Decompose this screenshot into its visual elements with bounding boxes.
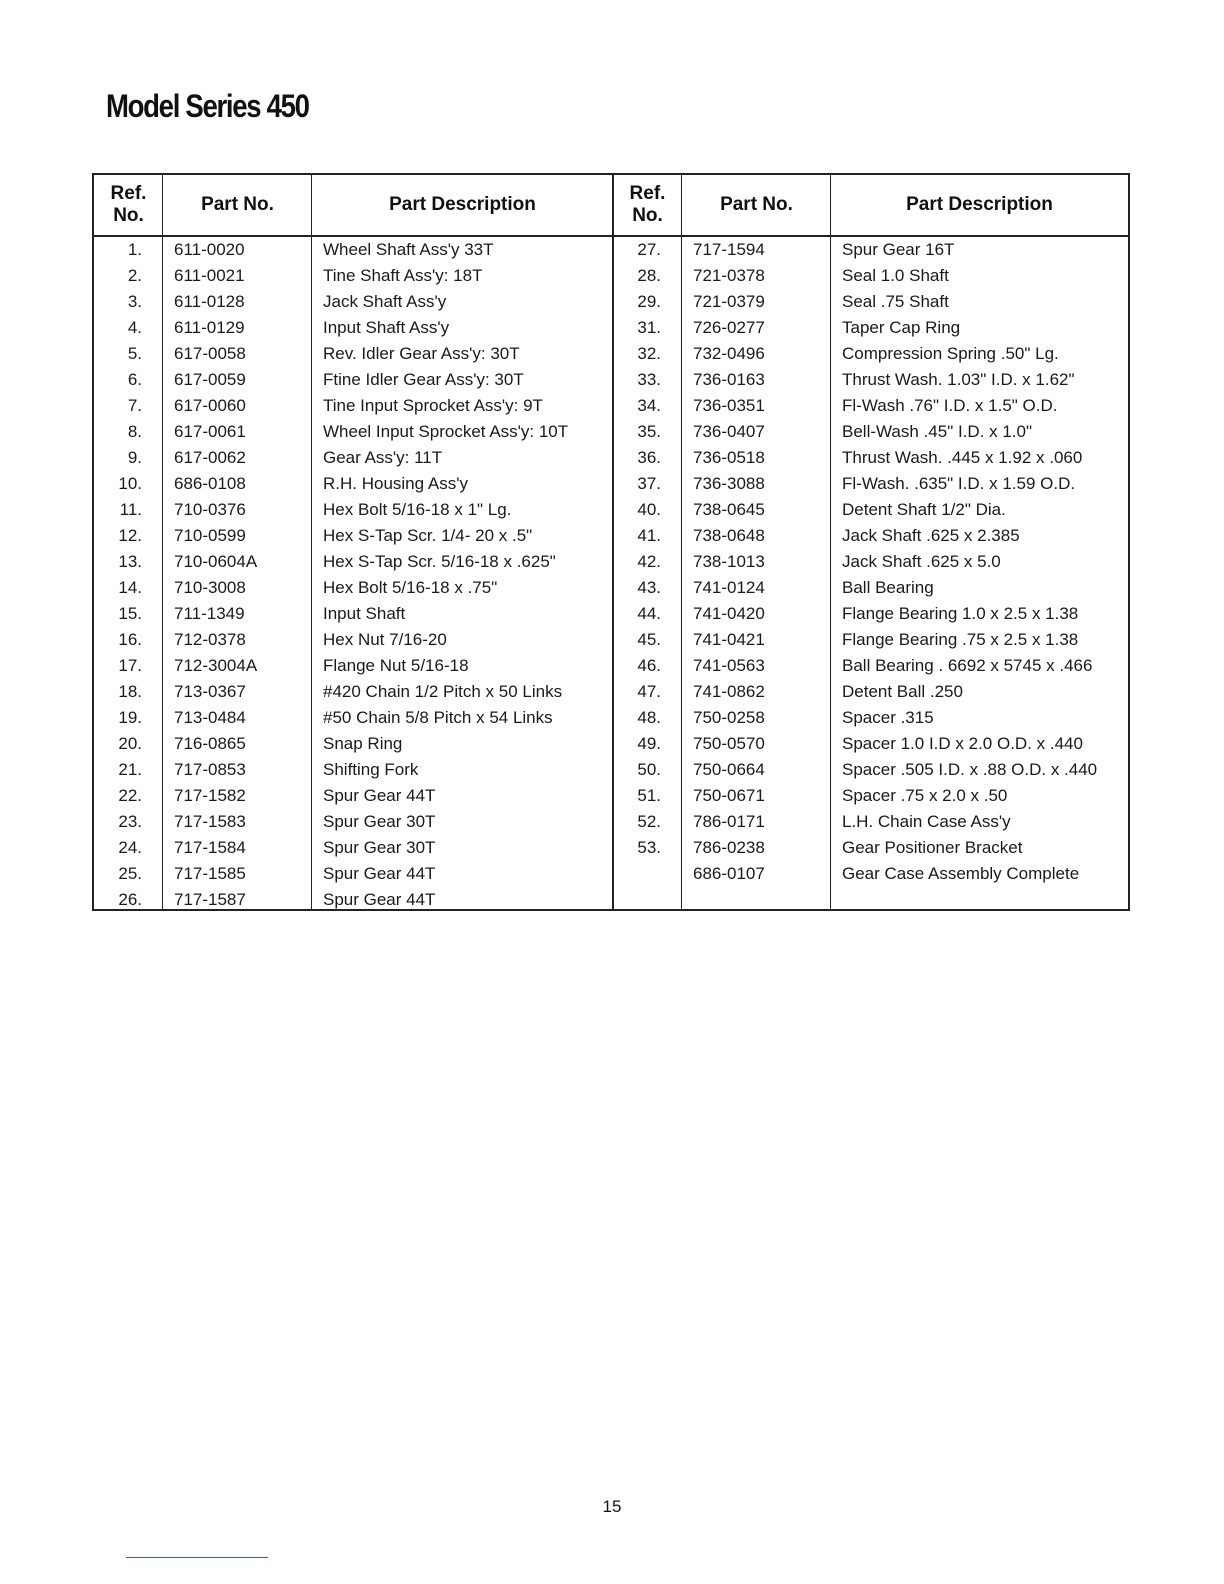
part-description: Snap Ring: [323, 734, 403, 753]
part-no: 611-0129: [174, 318, 245, 337]
ref-no: 34.: [637, 396, 661, 415]
part-description: Flange Nut 5/16-18: [323, 656, 469, 675]
part-no: 617-0060: [174, 396, 246, 415]
table-row: [94, 887, 1128, 913]
part-description: Fl-Wash .76" I.D. x 1.5" O.D.: [842, 396, 1058, 415]
part-no: 717-1585: [174, 864, 246, 883]
part-no: 717-1584: [174, 838, 246, 857]
part-no: 750-0671: [693, 786, 765, 805]
ref-no: 2.: [127, 266, 142, 285]
header-part-no-left: Part No.: [201, 194, 274, 215]
header-part-no-right: Part No.: [720, 194, 793, 215]
ref-no: 22.: [118, 786, 142, 805]
part-no: 750-0258: [693, 708, 765, 727]
part-no: 721-0378: [693, 266, 765, 285]
part-description: Hex S-Tap Scr. 1/4- 20 x .5": [323, 526, 533, 545]
table-row: [94, 731, 1128, 757]
ref-no: 5.: [127, 344, 142, 363]
table-row: [94, 861, 1128, 887]
part-no: 726-0277: [693, 318, 765, 337]
part-no: 717-1587: [174, 890, 246, 909]
table-row: [94, 601, 1128, 627]
part-no: 712-0378: [174, 630, 246, 649]
table-row: [94, 575, 1128, 601]
part-description: Ftine Idler Gear Ass'y: 30T: [323, 370, 524, 389]
ref-no: 19.: [118, 708, 142, 727]
ref-no: 24.: [118, 838, 142, 857]
ref-no: 17.: [118, 656, 142, 675]
part-description: Thrust Wash. 1.03" I.D. x 1.62": [842, 370, 1075, 389]
part-no: 741-0124: [693, 578, 765, 597]
part-description: Rev. Idler Gear Ass'y: 30T: [323, 344, 520, 363]
part-no: 786-0171: [693, 812, 765, 831]
table-row: [94, 419, 1128, 445]
ref-no: 32.: [637, 344, 661, 363]
page-number: 15: [602, 1497, 622, 1516]
ref-no: 15.: [118, 604, 142, 623]
table-row: [94, 757, 1128, 783]
part-description: Spacer 1.0 I.D x 2.0 O.D. x .440: [842, 734, 1083, 753]
part-no: 611-0020: [174, 240, 245, 259]
ref-no: 13.: [118, 552, 142, 571]
table-row: [94, 679, 1128, 705]
table-row: [94, 549, 1128, 575]
ref-no: 45.: [637, 630, 661, 649]
part-no: 711-1349: [174, 604, 245, 623]
part-description: #50 Chain 5/8 Pitch x 54 Links: [323, 708, 553, 727]
ref-no: 3.: [127, 292, 142, 311]
ref-no: 11.: [119, 500, 142, 519]
ref-no: 9.: [127, 448, 142, 467]
part-no: 738-0648: [693, 526, 765, 545]
part-description: Detent Shaft 1/2" Dia.: [842, 500, 1006, 519]
ref-no: 16.: [118, 630, 142, 649]
part-description: Shifting Fork: [323, 760, 419, 779]
part-no: 617-0059: [174, 370, 246, 389]
table-row: [94, 835, 1128, 861]
header-description-left: Part Description: [389, 194, 536, 215]
part-description: Bell-Wash .45" I.D. x 1.0": [842, 422, 1033, 441]
part-no: 710-0376: [174, 500, 246, 519]
table-row: [94, 705, 1128, 731]
ref-no: 7.: [127, 396, 142, 415]
part-description: Input Shaft Ass'y: [323, 318, 450, 337]
part-description: Seal .75 Shaft: [842, 292, 949, 311]
table-row: [94, 497, 1128, 523]
part-no: 611-0128: [174, 292, 245, 311]
part-no: 611-0021: [174, 266, 245, 285]
table-row: [94, 783, 1128, 809]
part-description: #420 Chain 1/2 Pitch x 50 Links: [323, 682, 563, 701]
ref-no: 52.: [637, 812, 661, 831]
ref-no: 4.: [127, 318, 142, 337]
table-row: [94, 289, 1128, 315]
part-description: Spur Gear 44T: [323, 786, 436, 805]
part-no: 732-0496: [693, 344, 765, 363]
part-description: Jack Shaft .625 x 5.0: [842, 552, 1001, 571]
ref-no: 40.: [637, 500, 661, 519]
ref-no: 44.: [637, 604, 661, 623]
part-no: 736-0351: [693, 396, 765, 415]
ref-no: 20.: [118, 734, 142, 753]
ref-no: 50.: [637, 760, 661, 779]
part-description: Spacer .315: [842, 708, 934, 727]
part-no: 717-1582: [174, 786, 246, 805]
ref-no: 28.: [637, 266, 661, 285]
ref-no: 53.: [637, 838, 661, 857]
ref-no: 25.: [118, 864, 142, 883]
part-no: 721-0379: [693, 292, 765, 311]
part-description: Hex Bolt 5/16-18 x .75": [323, 578, 498, 597]
part-no: 741-0420: [693, 604, 765, 623]
table-row: [94, 627, 1128, 653]
table-row: [94, 471, 1128, 497]
part-description: Gear Case Assembly Complete: [842, 864, 1080, 883]
table-row: [94, 393, 1128, 419]
part-description: Wheel Shaft Ass'y 33T: [323, 240, 494, 259]
table-row: [94, 315, 1128, 341]
table-header: [94, 175, 1128, 237]
table-row: [94, 367, 1128, 393]
part-description: Spur Gear 16T: [842, 240, 955, 259]
part-no: 713-0367: [174, 682, 246, 701]
ref-no: 46.: [637, 656, 661, 675]
ref-no: 27.: [637, 240, 661, 259]
part-description: Tine Shaft Ass'y: 18T: [323, 266, 483, 285]
part-description: Jack Shaft Ass'y: [323, 292, 447, 311]
ref-no: 36.: [637, 448, 661, 467]
part-description: Gear Positioner Bracket: [842, 838, 1023, 857]
part-no: 710-0604A: [174, 552, 258, 571]
part-no: 712-3004A: [174, 656, 258, 675]
part-description: Flange Bearing 1.0 x 2.5 x 1.38: [842, 604, 1079, 623]
part-description: Spur Gear 30T: [323, 812, 436, 831]
table-row: [94, 809, 1128, 835]
part-no: 738-1013: [693, 552, 765, 571]
part-no: 617-0062: [174, 448, 246, 467]
part-no: 750-0570: [693, 734, 765, 753]
part-no: 717-1594: [693, 240, 765, 259]
part-description: Hex S-Tap Scr. 5/16-18 x .625": [323, 552, 556, 571]
ref-no: 43.: [637, 578, 661, 597]
part-description: Input Shaft: [323, 604, 406, 623]
ref-no: 42.: [637, 552, 661, 571]
part-description: Spur Gear 30T: [323, 838, 436, 857]
ref-no: 29.: [637, 292, 661, 311]
part-no: 741-0421: [693, 630, 765, 649]
ref-no: 41.: [637, 526, 661, 545]
ref-no: 23.: [118, 812, 142, 831]
part-no: 617-0058: [174, 344, 246, 363]
header-ref-no-left: Ref. No.: [110, 183, 147, 226]
ref-no: 35.: [637, 422, 661, 441]
part-description: Thrust Wash. .445 x 1.92 x .060: [842, 448, 1083, 467]
header-ref-no-right: Ref. No.: [629, 183, 666, 226]
part-no: 717-0853: [174, 760, 246, 779]
ref-no: 31.: [637, 318, 661, 337]
parts-table: [92, 173, 1130, 911]
footer-rule: [126, 1557, 268, 1558]
part-no: 736-0407: [693, 422, 765, 441]
part-no: 736-0518: [693, 448, 765, 467]
part-description: Tine Input Sprocket Ass'y: 9T: [323, 396, 543, 415]
part-description: Hex Nut 7/16-20: [323, 630, 447, 649]
ref-no: 47.: [637, 682, 661, 701]
part-no: 741-0563: [693, 656, 765, 675]
part-no: 686-0107: [693, 864, 765, 883]
ref-no: 21.: [118, 760, 142, 779]
table-row: [94, 653, 1128, 679]
ref-no: 48.: [637, 708, 661, 727]
part-description: Spur Gear 44T: [323, 890, 436, 909]
ref-no: 1.: [127, 240, 142, 259]
part-description: L.H. Chain Case Ass'y: [842, 812, 1011, 831]
ref-no: 18.: [118, 682, 142, 701]
part-description: Spacer .75 x 2.0 x .50: [842, 786, 1008, 805]
table-row: [94, 523, 1128, 549]
part-no: 617-0061: [174, 422, 246, 441]
ref-no: 51.: [637, 786, 661, 805]
part-no: 741-0862: [693, 682, 765, 701]
part-description: Spacer .505 I.D. x .88 O.D. x .440: [842, 760, 1098, 779]
part-no: 716-0865: [174, 734, 246, 753]
part-no: 738-0645: [693, 500, 765, 519]
part-description: Spur Gear 44T: [323, 864, 436, 883]
part-description: Fl-Wash. .635" I.D. x 1.59 O.D.: [842, 474, 1076, 493]
page-title: Model Series 450: [106, 88, 309, 124]
ref-no: 26.: [118, 890, 142, 909]
header-description-right: Part Description: [906, 194, 1053, 215]
part-no: 710-3008: [174, 578, 246, 597]
part-description: Taper Cap Ring: [842, 318, 961, 337]
part-description: Hex Bolt 5/16-18 x 1" Lg.: [323, 500, 512, 519]
part-no: 717-1583: [174, 812, 246, 831]
ref-no: 14.: [118, 578, 142, 597]
part-description: Seal 1.0 Shaft: [842, 266, 949, 285]
ref-no: 49.: [637, 734, 661, 753]
part-description: Ball Bearing . 6692 x 5745 x .466: [842, 656, 1093, 675]
ref-no: 6.: [127, 370, 142, 389]
part-description: R.H. Housing Ass'y: [323, 474, 468, 493]
ref-no: 8.: [127, 422, 142, 441]
part-no: 750-0664: [693, 760, 765, 779]
part-no: 710-0599: [174, 526, 246, 545]
part-description: Compression Spring .50" Lg.: [842, 344, 1059, 363]
ref-no: 37.: [637, 474, 661, 493]
ref-no: 12.: [118, 526, 142, 545]
part-no: 713-0484: [174, 708, 246, 727]
table-row: [94, 445, 1128, 471]
part-description: Ball Bearing: [842, 578, 934, 597]
part-description: Wheel Input Sprocket Ass'y: 10T: [323, 422, 569, 441]
table-row: [94, 341, 1128, 367]
part-no: 786-0238: [693, 838, 765, 857]
part-description: Jack Shaft .625 x 2.385: [842, 526, 1020, 545]
part-no: 736-0163: [693, 370, 765, 389]
part-no: 736-3088: [693, 474, 765, 493]
part-description: Detent Ball .250: [842, 682, 963, 701]
ref-no: 10.: [118, 474, 142, 493]
part-description: Flange Bearing .75 x 2.5 x 1.38: [842, 630, 1079, 649]
part-no: 686-0108: [174, 474, 246, 493]
ref-no: 33.: [637, 370, 661, 389]
part-description: Gear Ass'y: 11T: [323, 448, 443, 467]
table-row: [94, 263, 1128, 289]
table-row: [94, 237, 1128, 263]
